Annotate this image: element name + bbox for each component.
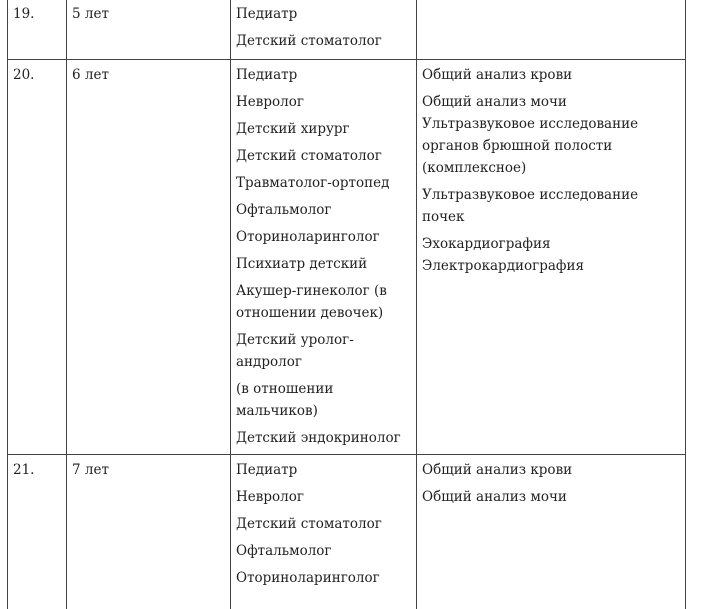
table-row	[8, 60, 686, 455]
exams-cell	[417, 60, 686, 455]
specialists-cell	[231, 455, 417, 609]
specialist-item: Педиатр	[236, 3, 411, 25]
specialist-item: Детский уролог-андролог	[236, 329, 411, 373]
specialist-item: Невролог	[236, 486, 411, 508]
specialist-item: Травматолог-ортопед	[236, 172, 411, 194]
exam-item: Общий анализ мочи Ультразвуковое исследование органов брюшной полости (комплексное)	[422, 91, 680, 179]
specialist-item: Акушер-гинеколог (в отношении девочек)	[236, 280, 411, 324]
specialist-item: Офтальмолог	[236, 540, 411, 562]
exams-cell	[417, 455, 686, 609]
specialist-item: Педиатр	[236, 459, 411, 481]
exam-item: Общий анализ крови	[422, 459, 680, 481]
specialist-item: Офтальмолог	[236, 199, 411, 221]
exam-item: Общий анализ мочи	[422, 486, 680, 508]
specialist-item: Педиатр	[236, 64, 411, 86]
specialist-item: Оториноларинголог	[236, 226, 411, 248]
exam-item: Эхокардиография Электрокардиография	[422, 233, 680, 277]
exam-item: Ультразвуковое исследование почек	[422, 184, 680, 228]
specialist-item: Детский хирург	[236, 118, 411, 140]
specialist-item: (в отношении мальчиков)	[236, 378, 411, 422]
table-row	[8, 0, 686, 60]
row-number-cell: 21.	[8, 455, 67, 609]
age-cell: 5 лет	[67, 0, 231, 60]
specialist-item: Детский эндокринолог	[236, 427, 411, 449]
table-row	[8, 455, 686, 609]
specialists-cell	[231, 60, 417, 455]
specialist-item: Невролог	[236, 91, 411, 113]
specialist-item: Детский стоматолог	[236, 513, 411, 535]
exams-cell	[417, 0, 686, 60]
specialists-cell	[231, 0, 417, 60]
row-number-cell: 19.	[8, 0, 67, 60]
row-number-cell: 20.	[8, 60, 67, 455]
specialist-item: Оториноларинголог	[236, 567, 411, 589]
exam-item: Общий анализ крови	[422, 64, 680, 86]
specialist-item: Детский стоматолог	[236, 145, 411, 167]
age-cell: 6 лет	[67, 60, 231, 455]
age-cell: 7 лет	[67, 455, 231, 609]
medical-exam-table	[7, 0, 686, 609]
specialist-item: Детский стоматолог	[236, 30, 411, 52]
specialist-item: Психиатр детский	[236, 253, 411, 275]
